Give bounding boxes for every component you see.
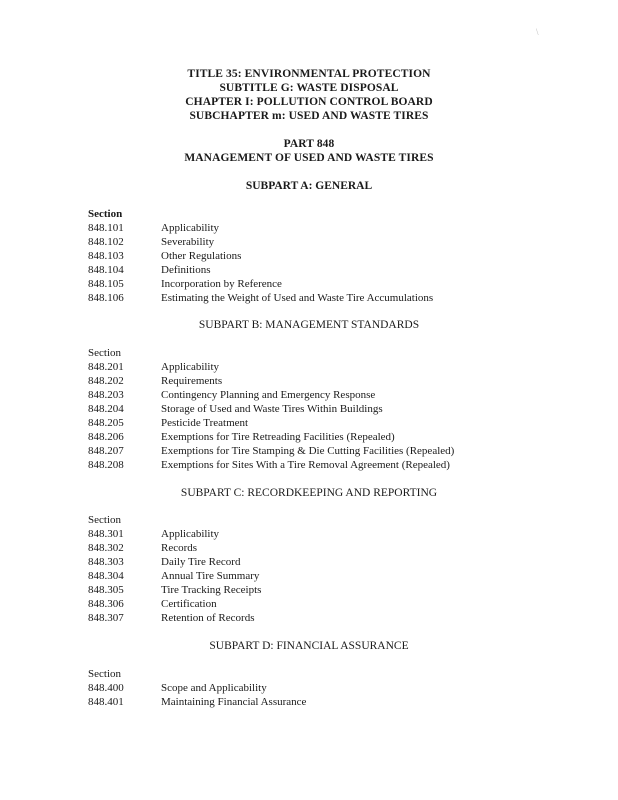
document-heading xyxy=(0,67,618,123)
section-number: 848.101 xyxy=(88,222,124,234)
section-row xyxy=(88,695,508,709)
part-title-line: MANAGEMENT OF USED AND WASTE TIRES xyxy=(184,152,434,164)
section-number: 848.306 xyxy=(88,598,124,610)
section-row xyxy=(88,388,508,402)
section-title: Retention of Records xyxy=(161,612,255,624)
section-title: Severability xyxy=(161,236,215,248)
section-title: Applicability xyxy=(161,222,220,234)
section-title: Other Regulations xyxy=(161,250,242,262)
section-title: Scope and Applicability xyxy=(161,682,267,694)
section-title: Storage of Used and Waste Tires Within Buildings xyxy=(161,403,383,415)
section-row xyxy=(88,541,508,555)
section-row xyxy=(88,416,508,430)
section-row xyxy=(88,681,508,695)
section-number: 848.202 xyxy=(88,375,124,387)
section-number: 848.104 xyxy=(88,264,124,276)
subtitle-line: SUBTITLE G: WASTE DISPOSAL xyxy=(219,82,399,94)
section-row xyxy=(88,527,508,541)
title-line: TITLE 35: ENVIRONMENTAL PROTECTION xyxy=(187,68,431,80)
section-label: Section xyxy=(88,208,123,220)
section-row xyxy=(88,583,508,597)
section-row xyxy=(88,277,508,291)
section-row xyxy=(88,569,508,583)
section-title: Certification xyxy=(161,598,217,610)
section-number: 848.304 xyxy=(88,570,124,582)
section-number: 848.205 xyxy=(88,417,124,429)
section-title: Annual Tire Summary xyxy=(161,570,260,582)
section-title: Exemptions for Tire Stamping & Die Cutting Facilities (Repealed) xyxy=(161,445,455,457)
section-number: 848.204 xyxy=(88,403,124,415)
section-row xyxy=(88,597,508,611)
section-number: 848.206 xyxy=(88,431,124,443)
section-number: 848.203 xyxy=(88,389,124,401)
part-heading xyxy=(0,137,618,165)
section-row xyxy=(88,291,508,305)
section-number: 848.201 xyxy=(88,361,124,373)
section-number: 848.307 xyxy=(88,612,124,624)
section-row xyxy=(88,444,508,458)
section-number: 848.106 xyxy=(88,292,124,304)
section-row xyxy=(88,263,508,277)
section-title: Maintaining Financial Assurance xyxy=(161,696,307,708)
section-row xyxy=(88,360,508,374)
subpart-a-title: SUBPART A: GENERAL xyxy=(245,180,373,192)
section-number: 848.400 xyxy=(88,682,124,694)
section-number: 848.305 xyxy=(88,584,124,596)
section-row xyxy=(88,235,508,249)
section-row xyxy=(88,611,508,625)
section-number: 848.302 xyxy=(88,542,124,554)
section-row xyxy=(88,402,508,416)
section-title: Pesticide Treatment xyxy=(161,417,249,429)
section-number: 848.207 xyxy=(88,445,124,457)
subpart-c-title: SUBPART C: RECORDKEEPING AND REPORTING xyxy=(180,487,438,499)
subpart-a-sections xyxy=(88,207,508,305)
section-number: 848.208 xyxy=(88,459,124,471)
section-title: Contingency Planning and Emergency Response xyxy=(161,389,376,401)
section-row xyxy=(88,221,508,235)
section-title: Applicability xyxy=(161,361,220,373)
subpart-b-sections xyxy=(88,346,508,472)
chapter-line: CHAPTER I: POLLUTION CONTROL BOARD xyxy=(185,96,433,108)
section-label: Section xyxy=(88,514,121,526)
section-title: Requirements xyxy=(161,375,223,387)
section-title: Records xyxy=(161,542,198,554)
subpart-b-title: SUBPART B: MANAGEMENT STANDARDS xyxy=(198,319,420,331)
section-row xyxy=(88,555,508,569)
section-number: 848.303 xyxy=(88,556,124,568)
section-title: Exemptions for Sites With a Tire Removal Agreement (Repealed) xyxy=(161,459,450,471)
section-title: Incorporation by Reference xyxy=(161,278,282,290)
section-label: Section xyxy=(88,668,121,680)
section-title: Exemptions for Tire Retreading Facilities (Repealed) xyxy=(161,431,395,443)
subpart-d-title: SUBPART D: FINANCIAL ASSURANCE xyxy=(209,640,409,652)
section-number: 848.401 xyxy=(88,696,124,708)
section-number: 848.105 xyxy=(88,278,124,290)
section-number: 848.301 xyxy=(88,528,124,540)
subchapter-line: SUBCHAPTER m: USED AND WASTE TIRES xyxy=(189,110,429,122)
section-row xyxy=(88,374,508,388)
section-title: Applicability xyxy=(161,528,220,540)
page-mark: \ xyxy=(536,27,539,37)
section-row xyxy=(88,458,508,472)
section-title: Daily Tire Record xyxy=(161,556,241,568)
section-label: Section xyxy=(88,347,121,359)
subpart-d-sections xyxy=(88,667,508,709)
section-title: Tire Tracking Receipts xyxy=(161,584,262,596)
part-line: PART 848 xyxy=(283,138,335,150)
section-number: 848.102 xyxy=(88,236,124,248)
section-row xyxy=(88,249,508,263)
subpart-c-sections xyxy=(88,513,508,625)
section-title: Estimating the Weight of Used and Waste Tire Accumulations xyxy=(161,292,434,304)
section-title: Definitions xyxy=(161,264,211,276)
section-number: 848.103 xyxy=(88,250,124,262)
section-row xyxy=(88,430,508,444)
